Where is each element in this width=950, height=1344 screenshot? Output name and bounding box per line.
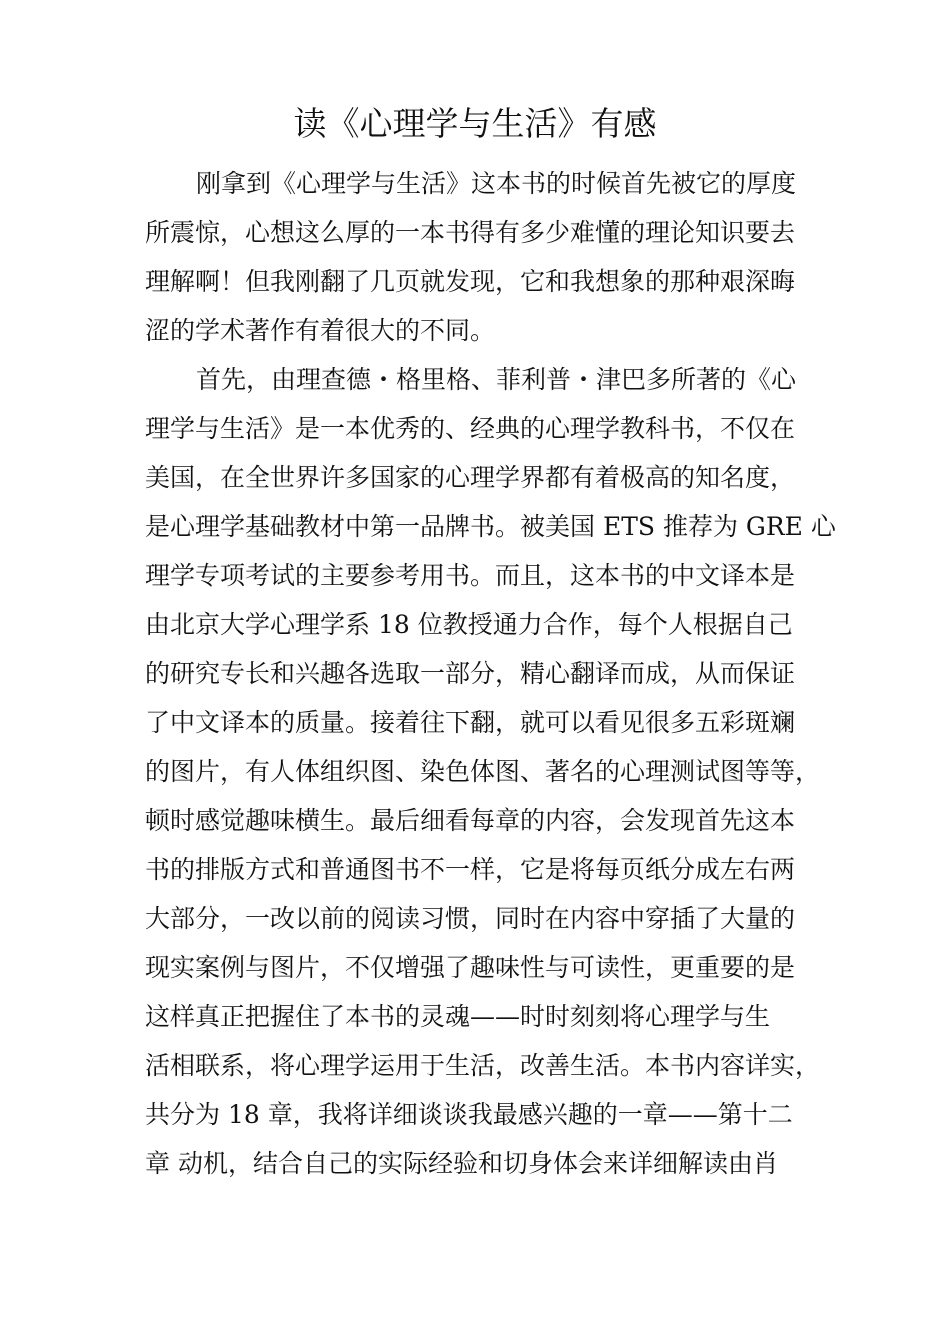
paragraph-line: 理学专项考试的主要参考用书。而且，这本书的中文译本是 bbox=[145, 561, 796, 590]
paragraph-line: 章 动机，结合自己的实际经验和切身体会来详细解读由肖 bbox=[145, 1149, 778, 1178]
paragraph-line: 理解啊！但我刚翻了几页就发现，它和我想象的那种艰深晦 bbox=[145, 267, 796, 296]
paragraph-line: 涩的学术著作有着很大的不同。 bbox=[145, 316, 496, 345]
paragraph-line: 刚拿到《心理学与生活》这本书的时候首先被它的厚度 bbox=[196, 169, 797, 198]
paragraph-line: 由北京大学心理学系 18 位教授通力合作，每个人根据自己 bbox=[145, 610, 793, 639]
paragraph-line: 理学与生活》是一本优秀的、经典的心理学教科书，不仅在 bbox=[145, 414, 796, 443]
paragraph-line: 共分为 18 章，我将详细谈谈我最感兴趣的一章——第十二 bbox=[145, 1100, 793, 1129]
paragraph-line: 所震惊，心想这么厚的一本书得有多少难懂的理论知识要去 bbox=[145, 218, 796, 247]
paragraph-line: 的研究专长和兴趣各选取一部分，精心翻译而成，从而保证 bbox=[145, 659, 796, 688]
paragraph-line: 美国，在全世界许多国家的心理学界都有着极高的知名度， bbox=[145, 463, 796, 492]
paragraph-line: 书的排版方式和普通图书不一样，它是将每页纸分成左右两 bbox=[145, 855, 796, 884]
paragraph-line: 活相联系，将心理学运用于生活，改善生活。本书内容详实， bbox=[145, 1051, 821, 1080]
paragraph-line: 这样真正把握住了本书的灵魂——时时刻刻将心理学与生 bbox=[145, 1002, 771, 1031]
document-title: 读《心理学与生活》有感 bbox=[293, 104, 657, 143]
paragraph-line: 的图片，有人体组织图、染色体图、著名的心理测试图等等， bbox=[145, 757, 821, 786]
paragraph-line: 顿时感觉趣味横生。最后细看每章的内容，会发现首先这本 bbox=[145, 806, 796, 835]
paragraph-line: 是心理学基础教材中第一品牌书。被美国 ETS 推荐为 GRE 心 bbox=[145, 512, 836, 541]
paragraph-line: 首先，由理查德・格里格、菲利普・津巴多所著的《心 bbox=[196, 365, 797, 394]
paragraph-line: 现实案例与图片，不仅增强了趣味性与可读性，更重要的是 bbox=[145, 953, 796, 982]
paragraph-line: 了中文译本的质量。接着往下翻，就可以看见很多五彩斑斓 bbox=[145, 708, 796, 737]
paragraph-line: 大部分，一改以前的阅读习惯，同时在内容中穿插了大量的 bbox=[145, 904, 796, 933]
